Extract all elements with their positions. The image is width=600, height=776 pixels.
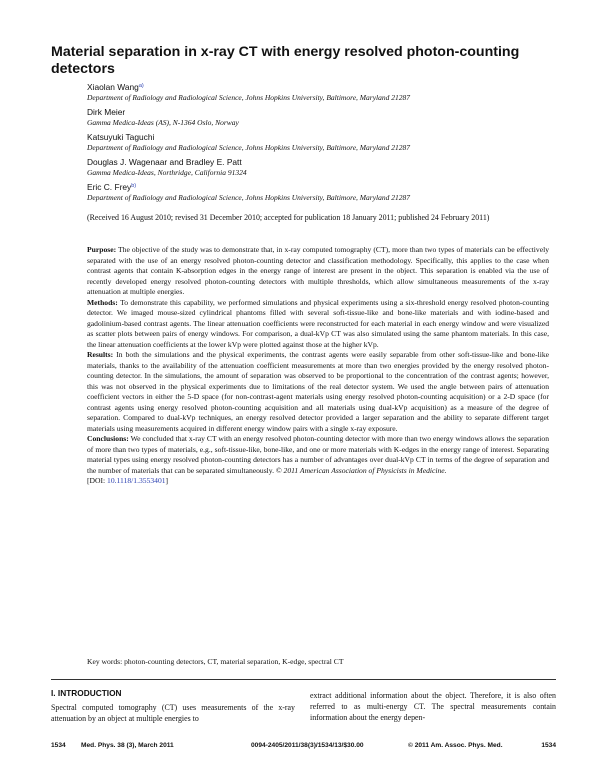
abstract (87, 245, 549, 487)
abstract-conclusions (87, 434, 549, 476)
author-name: Douglas J. Wagenaar and Bradley E. Patt (87, 157, 242, 167)
author-block (87, 157, 557, 178)
author-name: Eric C. Frey (87, 182, 132, 192)
doi-link[interactable]: 10.1118/1.3553401 (107, 476, 166, 485)
results-label: Results: (87, 350, 114, 359)
section-heading: I. INTRODUCTION (51, 688, 122, 698)
author-affiliation: Department of Radiology and Radiological Science, Johns Hopkins University, Baltimore, Maryland 21287 (87, 143, 411, 152)
footer-page-number-right: 1534 (541, 742, 556, 749)
author-affiliation: Gamma Medica-Ideas (AS), N-1364 Oslo, Norway (87, 118, 239, 127)
footer-journal: Med. Phys. 38 (3), March 2011 (81, 742, 174, 749)
copyright-notice: © 2011 American Association of Physicists in Medicine. (275, 465, 447, 475)
doi-line: [DOI: 10.1118/1.3553401] (87, 476, 169, 485)
page-footer (51, 742, 556, 753)
body-column-left: Spectral computed tomography (CT) uses measurements of the x-ray attenuation by an object at multiple energies to (51, 703, 295, 723)
conclusions-label: Conclusions: (87, 434, 129, 443)
author-affiliation: Gamma Medica-Ideas, Northridge, California 91324 (87, 168, 247, 177)
purpose-text: The objective of the study was to demonstrate that, in x-ray computed tomography (CT), more than two types of materials can be effectively separated with the use of an energy resolved photon-counting detector and classification methodology. Specifically, this applies to the case when contrast agents that contain K-absorption edges in the energy range of interest are present in the object. This separation is enabled via the use of recently developed energy resolved photon-counting detectors with multiple thresholds, which allow simultaneous measurements of the x-ray attenuation at multiple energies. (87, 245, 549, 296)
author-block (87, 82, 557, 103)
author-name: Xiaolan Wang (87, 82, 139, 92)
methods-text: To demonstrate this capability, we performed simulations and physical experiments using a six-threshold energy resolved photon-counting detector. We imaged mouse-sized cylindrical phantoms filled with several soft-tissue-like and bone-like materials and with iodine-based and gadolinium-based contrast agents. The linear attenuation coefficients were reconstructed for each material in each energy window and were visualized as scatter plots between pairs of energy windows. For comparison, a dual-kVp CT was also simulated using the same phantom materials. In this case, the linear attenuation coefficients at the lower kVp were plotted against those at the higher kVp. (87, 297, 549, 349)
author-footnote-link[interactable]: b) (131, 183, 137, 189)
footer-copyright: © 2011 Am. Assoc. Phys. Med. (408, 742, 503, 749)
author-affiliation: Department of Radiology and Radiological Science, Johns Hopkins University, Baltimore, Maryland 21287 (87, 193, 411, 202)
received-dates: (Received 16 August 2010; revised 31 December 2010; accepted for publication 18 January 2011; published 24 February 2011) (87, 213, 490, 222)
body-column-right: extract additional information about the object. Therefore, it is also often referred to as multi-energy CT. The spectral measurements contain information about the energy depen- (310, 691, 556, 722)
footer-article-code: 0094-2405/2011/38(3)/1534/13/$30.00 (251, 742, 364, 749)
results-text: In both the simulations and the physical experiments, the contrast agents were easily separable from other soft-tissue-like and bone-like materials, thanks to the availability of the attenuation coefficient measurements at more than two energies provided by the energy resolved photon-counting detector. In the simulations, the amount of separation was observed to be proportional to the concentration of the contrast agents; however, this was not observed in the physical experiments due to limitations of the real detector system. We used the angle between pairs of attenuation coefficient vectors in either the 5-D space (for non-contrast-agent materials using energy resolved photon-counting acquisition) or a 2-D space (for contrast agents using energy resolved photon-counting acquisition and all materials using dual-kVp acquisition) as a measure of the degree of separation. Compared to dual-kVp techniques, an energy resolved detector provided a larger separation and the ability to separate different target materials using measurements acquired in different energy window pairs with a single x-ray exposure. (87, 350, 549, 433)
section-divider (51, 679, 556, 680)
author-block (87, 107, 557, 128)
article-title: Material separation in x-ray CT with energy resolved photon-counting detectors (51, 44, 520, 77)
author-affiliation: Department of Radiology and Radiological Science, Johns Hopkins University, Baltimore, Maryland 21287 (87, 93, 411, 102)
abstract-purpose (87, 245, 549, 298)
methods-label: Methods: (87, 297, 118, 307)
author-name: Dirk Meier (87, 107, 126, 117)
abstract-results (87, 350, 549, 434)
conclusions-text: We concluded that x-ray CT with an energy resolved photon-counting detector with more than two energy windows allows the separation of more than two types of materials, e.g., soft-tissue-like, bone-like, and one or more materials with K-edges in the energy range of interest. Separating material types using energy resolved photon-counting detectors has a number of advantages over dual-kVp CT in terms of the degree of separation and the number of materials that can be separated simultaneously. (87, 434, 549, 475)
author-footnote-link[interactable]: a) (138, 83, 144, 89)
purpose-label: Purpose: (87, 245, 117, 254)
footer-page-number-left: 1534 (51, 742, 66, 749)
author-block (87, 182, 557, 203)
author-block (87, 132, 557, 153)
author-list (87, 82, 557, 207)
keywords: Key words: photon-counting detectors, CT, material separation, K-edge, spectral CT (87, 657, 344, 666)
author-name: Katsuyuki Taguchi (87, 132, 155, 142)
abstract-methods (87, 298, 549, 351)
